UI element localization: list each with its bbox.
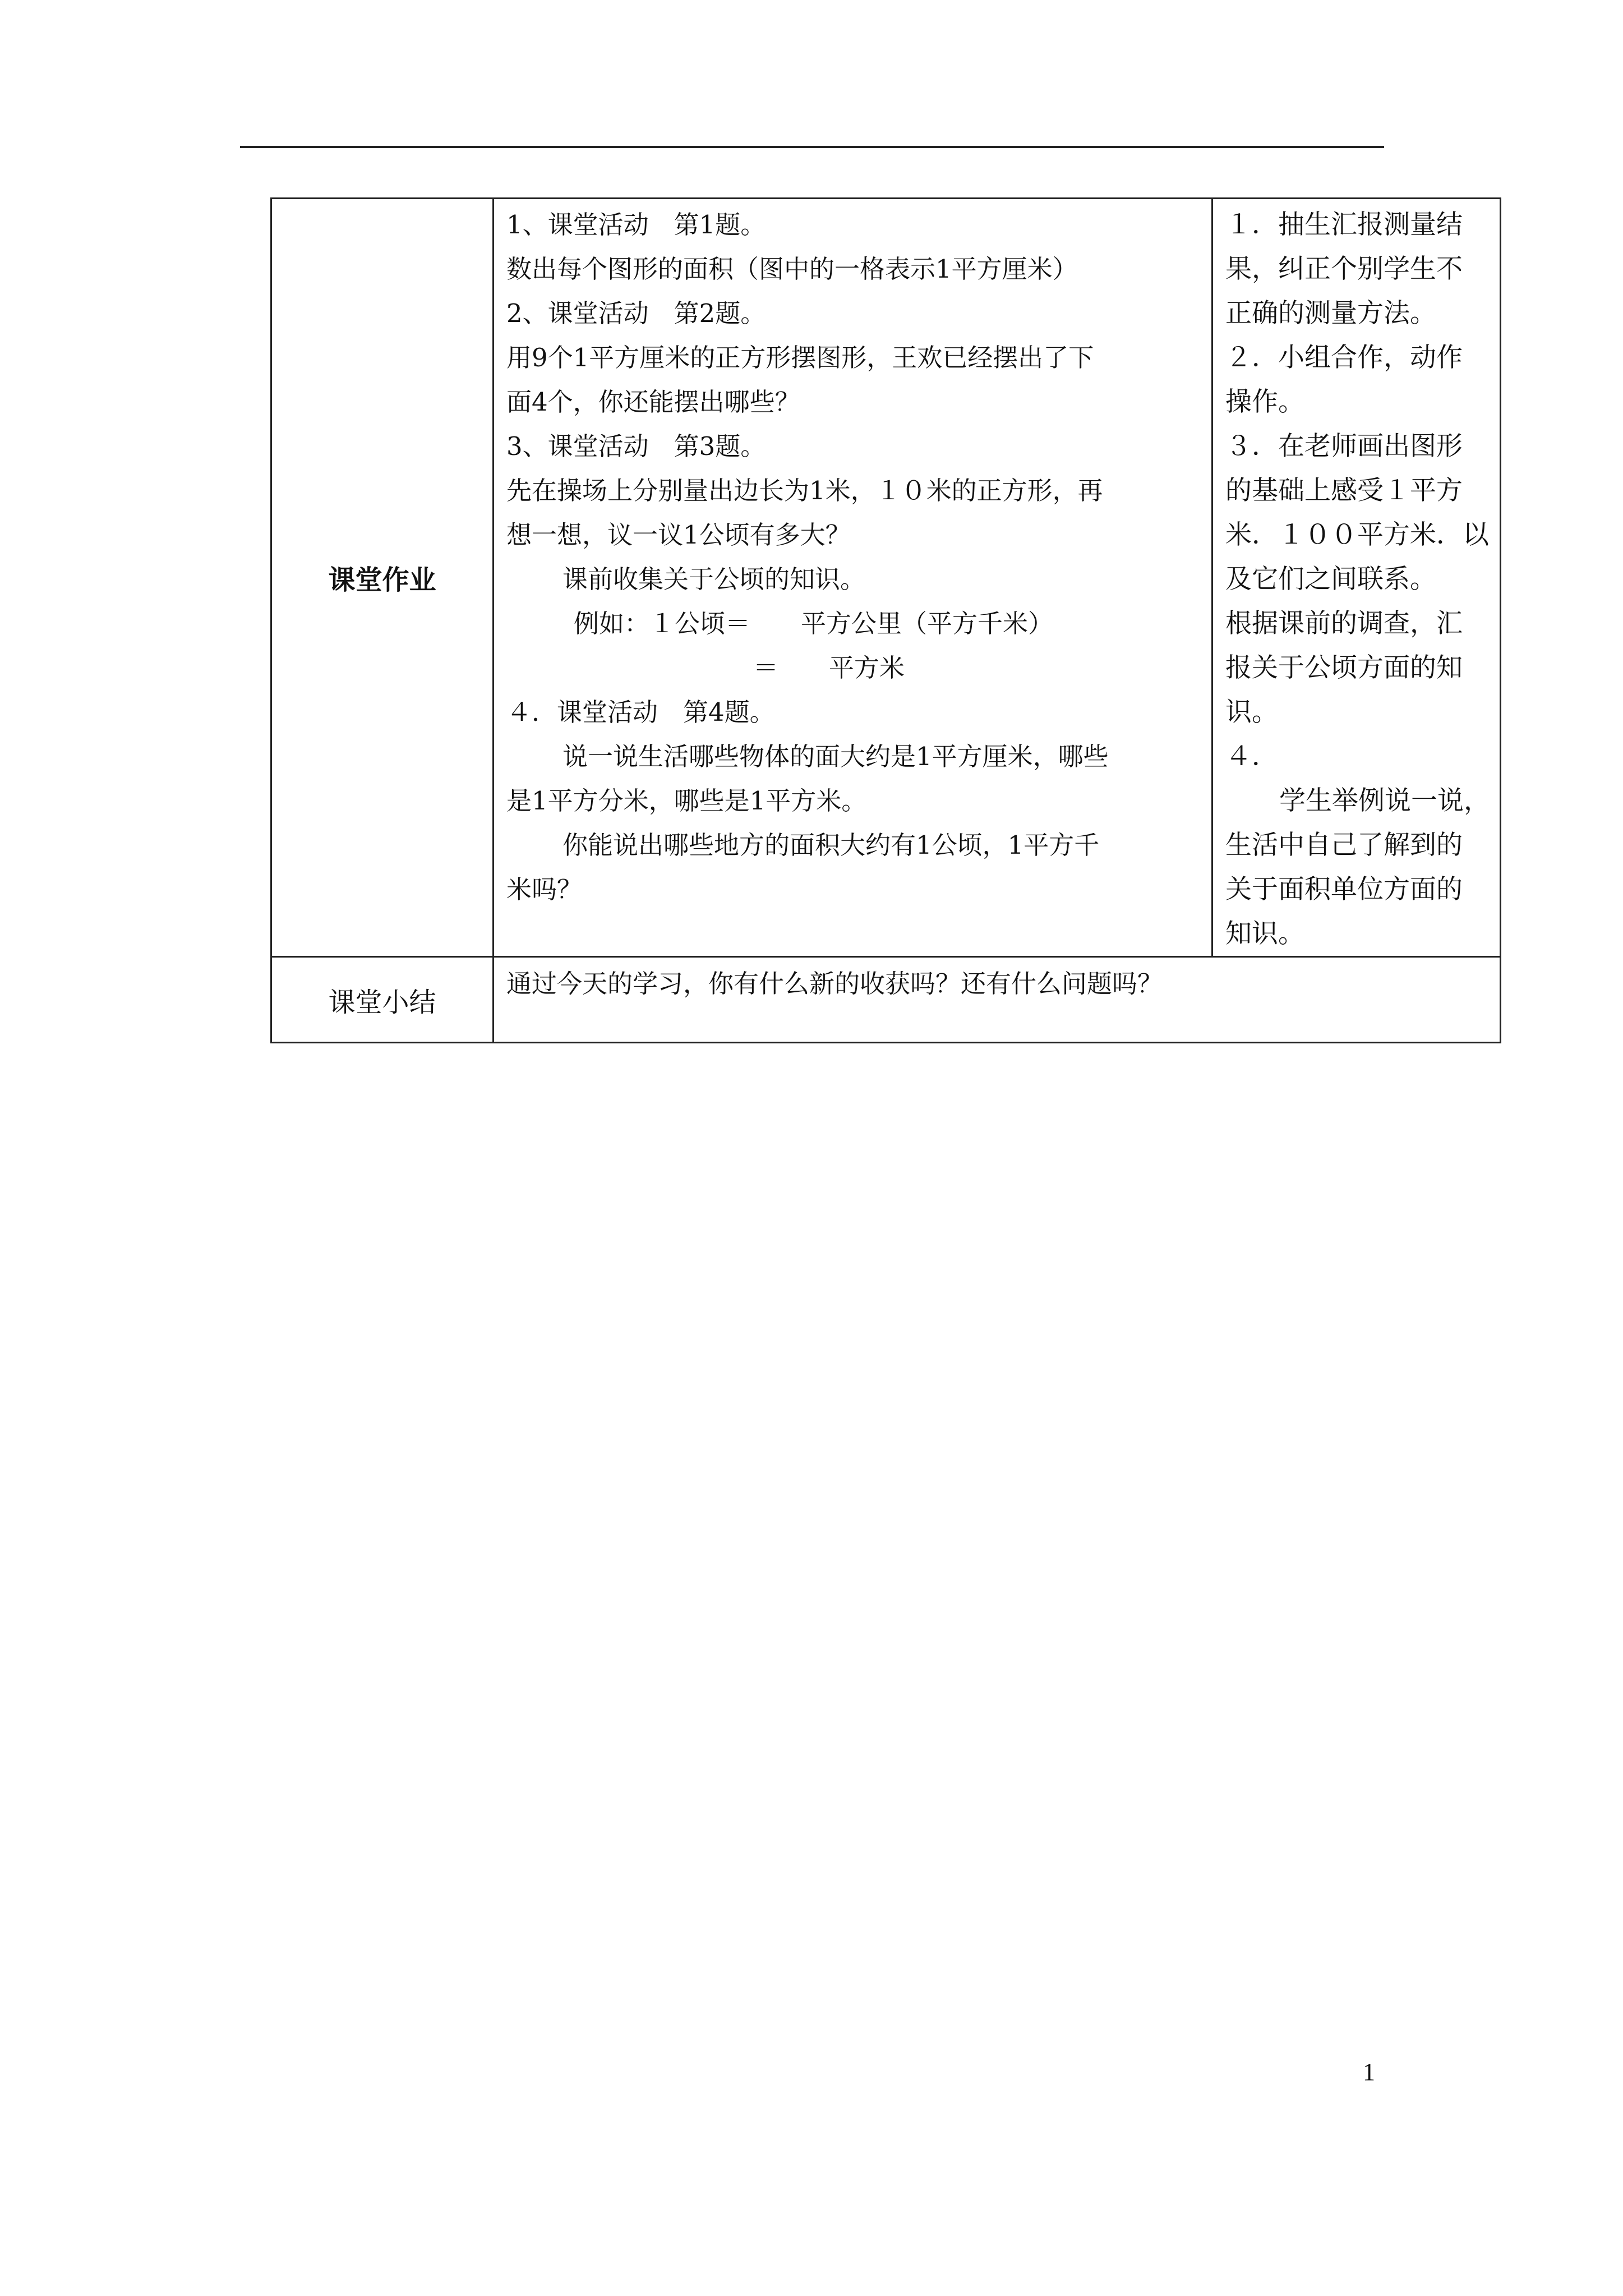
content-line: 想一想，议一议1公顷有多大？	[506, 520, 851, 550]
formula-line: ＝ 平方米	[753, 653, 905, 683]
note-line: １．抽生汇报测量结	[1225, 209, 1463, 240]
formula-line: 例如：１公顷＝ 平方公里（平方千米）	[574, 609, 1054, 638]
note-line: 正确的测量方法。	[1225, 298, 1436, 329]
note-line: 操作。	[1225, 386, 1304, 417]
note-line: ２．小组合作，动作	[1225, 342, 1463, 373]
header-rule	[240, 146, 1384, 148]
content-line: 米吗？	[506, 875, 583, 904]
content-line: 你能说出哪些地方的面积大约有1公顷，1平方千	[562, 830, 1100, 860]
note-line: 知识。	[1225, 918, 1304, 949]
content-line: 2、课堂活动 第2题。	[506, 298, 766, 328]
note-line: 及它们之间联系。	[1225, 564, 1436, 595]
note-line: ４．	[1225, 741, 1278, 772]
content-line: 说一说生活哪些物体的面大约是1平方厘米，哪些	[562, 742, 1109, 771]
note-line: 根据课前的调查，汇	[1225, 608, 1463, 639]
content-line: 先在操场上分别量出边长为1米，１０米的正方形，再	[506, 476, 1103, 505]
content-line: 1、课堂活动 第1题。	[506, 210, 766, 240]
content-line: 课前收集关于公顷的知识。	[562, 564, 866, 594]
note-line: 识。	[1225, 697, 1278, 728]
summary-row	[271, 957, 1501, 1043]
note-line: 生活中自己了解到的	[1225, 830, 1463, 861]
content-line: 用9个1平方厘米的正方形摆图形，王欢已经摆出了下	[506, 343, 1094, 372]
content-line: 3、课堂活动 第3题。	[506, 431, 766, 461]
homework-notes	[1212, 199, 1501, 957]
note-line: 关于面积单位方面的	[1225, 874, 1463, 905]
note-line: 的基础上感受１平方	[1225, 475, 1463, 506]
homework-label: 课堂作业	[271, 199, 494, 957]
content-line: ４．课堂活动 第4题。	[506, 697, 775, 727]
homework-row	[271, 199, 1501, 957]
lesson-plan-table	[270, 197, 1501, 1043]
summary-content	[494, 957, 1501, 1043]
page-number: 1	[1363, 2058, 1375, 2086]
content-line: 是1平方分米，哪些是1平方米。	[506, 786, 867, 816]
note-line: 果，纠正个别学生不	[1225, 254, 1463, 284]
note-line: 米．１００平方米．以	[1225, 519, 1489, 550]
summary-label: 课堂小结	[271, 957, 494, 1043]
note-line: 报关于公顷方面的知	[1225, 652, 1463, 683]
summary-text: 通过今天的学习，你有什么新的收获吗？还有什么问题吗？	[506, 969, 1163, 999]
content-line: 面4个，你还能摆出哪些？	[506, 387, 800, 417]
homework-content	[494, 199, 1212, 957]
note-line: ３．在老师画出图形	[1225, 431, 1463, 462]
content-line: 数出每个图形的面积（图中的一格表示1平方厘米）	[506, 254, 1078, 284]
note-line: 学生举例说一说，	[1279, 785, 1490, 816]
